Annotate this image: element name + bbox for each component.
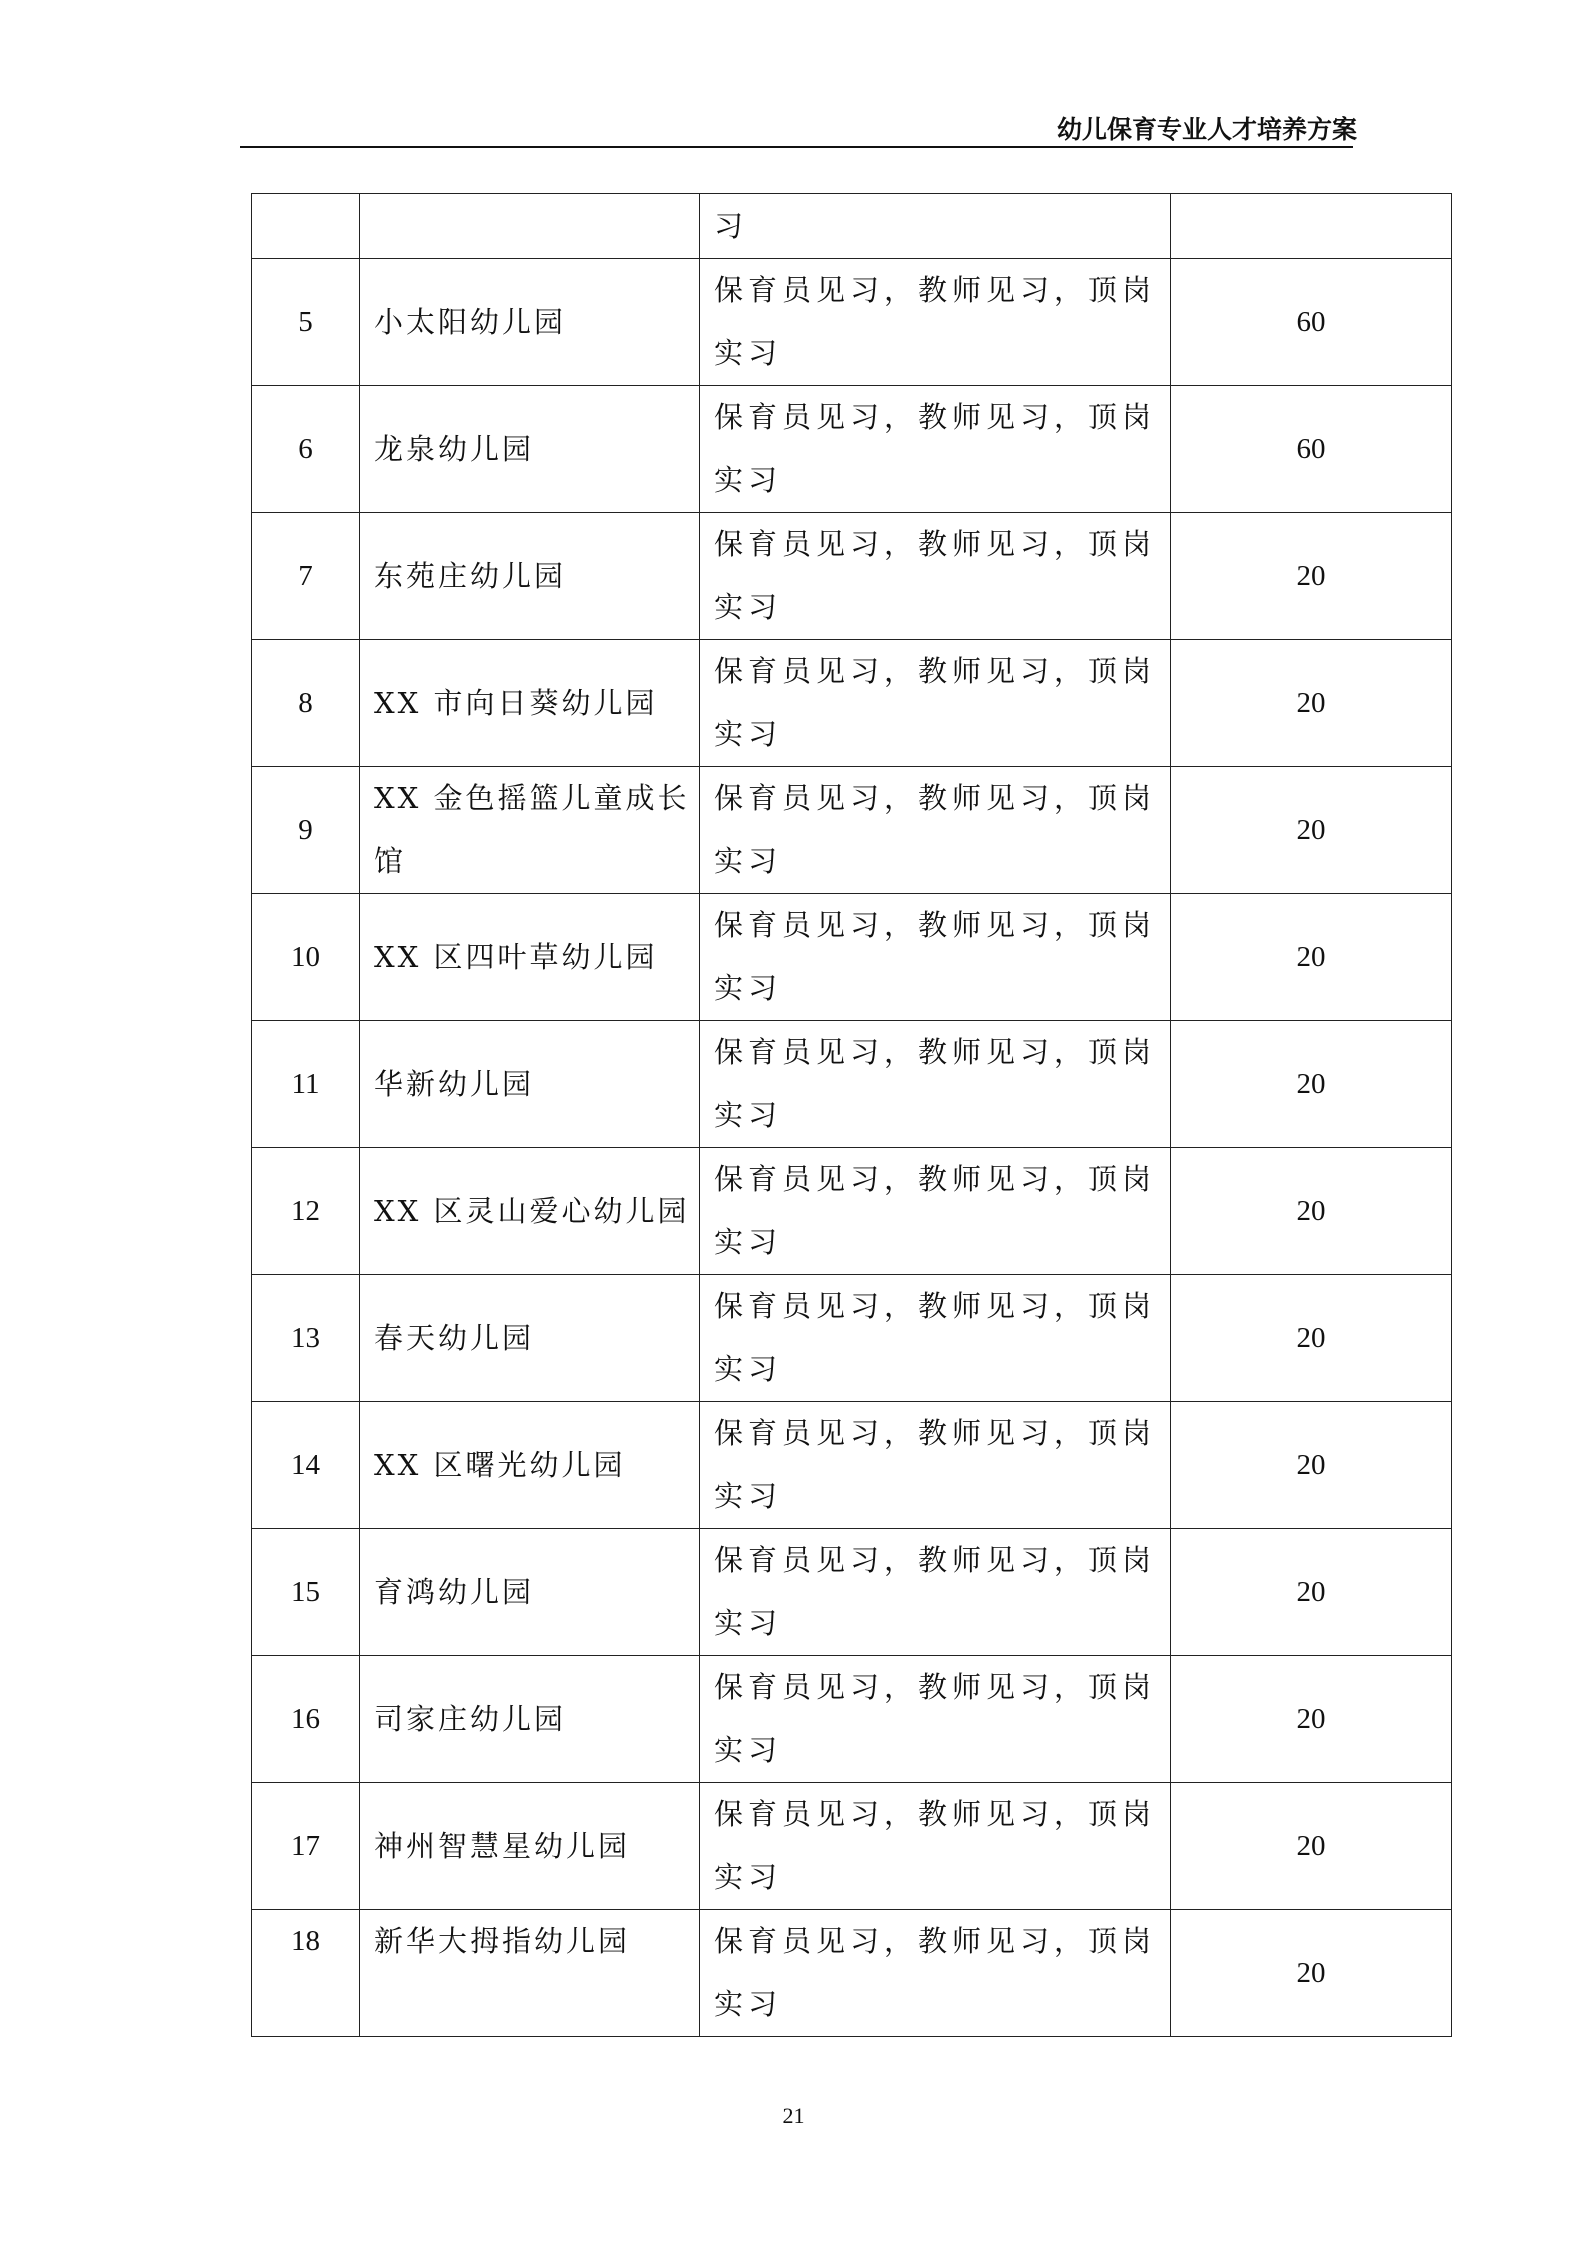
cell-type: 保育员见习，教师见习，顶岗实习 — [700, 640, 1171, 767]
cell-type: 保育员见习，教师见习，顶岗实习 — [700, 1783, 1171, 1910]
cell-name: XX 金色摇篮儿童成长馆 — [360, 767, 700, 894]
table-row — [252, 1148, 1452, 1275]
cell-no: 16 — [252, 1656, 360, 1783]
cell-no: 8 — [252, 640, 360, 767]
cell-no: 5 — [252, 259, 360, 386]
header-rule — [240, 146, 1353, 148]
cell-count — [1171, 194, 1452, 259]
table-row — [252, 386, 1452, 513]
cell-no: 14 — [252, 1402, 360, 1529]
cell-no: 9 — [252, 767, 360, 894]
cell-count: 20 — [1171, 1275, 1452, 1402]
cell-name: 华新幼儿园 — [360, 1021, 700, 1148]
cell-count: 20 — [1171, 1021, 1452, 1148]
table-row — [252, 1529, 1452, 1656]
table-row — [252, 1783, 1452, 1910]
table-row — [252, 1402, 1452, 1529]
document-header-title: 幼儿保育专业人才培养方案 — [1056, 115, 1357, 144]
cell-type: 保育员见习，教师见习，顶岗实习 — [700, 1275, 1171, 1402]
table-row — [252, 894, 1452, 1021]
cell-no: 15 — [252, 1529, 360, 1656]
cell-count: 20 — [1171, 1529, 1452, 1656]
cell-count: 20 — [1171, 1148, 1452, 1275]
table-row-continued — [252, 194, 1452, 259]
cell-name: 小太阳幼儿园 — [360, 259, 700, 386]
cell-no: 17 — [252, 1783, 360, 1910]
cell-type: 保育员见习，教师见习，顶岗实习 — [700, 1910, 1171, 2037]
cell-count: 20 — [1171, 894, 1452, 1021]
cell-name: 司家庄幼儿园 — [360, 1656, 700, 1783]
cell-type: 保育员见习，教师见习，顶岗实习 — [700, 386, 1171, 513]
cell-type: 保育员见习，教师见习，顶岗实习 — [700, 767, 1171, 894]
cell-name: XX 区曙光幼儿园 — [360, 1402, 700, 1529]
cell-name: 东苑庄幼儿园 — [360, 513, 700, 640]
cell-no: 18 — [252, 1910, 360, 2037]
cell-type: 保育员见习，教师见习，顶岗实习 — [700, 513, 1171, 640]
table-row — [252, 1910, 1452, 2037]
table-row — [252, 1021, 1452, 1148]
cell-type: 保育员见习，教师见习，顶岗实习 — [700, 1402, 1171, 1529]
table-row — [252, 1656, 1452, 1783]
cell-count: 60 — [1171, 259, 1452, 386]
cell-count: 20 — [1171, 767, 1452, 894]
cell-no: 7 — [252, 513, 360, 640]
cell-type: 习 — [700, 194, 1171, 259]
table-row — [252, 767, 1452, 894]
cell-count: 20 — [1171, 1656, 1452, 1783]
page-number: 21 — [782, 2103, 805, 2128]
cell-name: 春天幼儿园 — [360, 1275, 700, 1402]
cell-no — [252, 194, 360, 259]
table-row — [252, 640, 1452, 767]
cell-type: 保育员见习，教师见习，顶岗实习 — [700, 894, 1171, 1021]
cell-no: 12 — [252, 1148, 360, 1275]
cell-name: 育鸿幼儿园 — [360, 1529, 700, 1656]
cell-no: 13 — [252, 1275, 360, 1402]
cell-type: 保育员见习，教师见习，顶岗实习 — [700, 1656, 1171, 1783]
cell-no: 11 — [252, 1021, 360, 1148]
practice-sites-table — [251, 193, 1452, 2037]
cell-type: 保育员见习，教师见习，顶岗实习 — [700, 1148, 1171, 1275]
cell-name: XX 区四叶草幼儿园 — [360, 894, 700, 1021]
table-row — [252, 1275, 1452, 1402]
cell-count: 20 — [1171, 640, 1452, 767]
cell-no: 10 — [252, 894, 360, 1021]
table-row — [252, 259, 1452, 386]
cell-type: 保育员见习，教师见习，顶岗实习 — [700, 1021, 1171, 1148]
cell-no: 6 — [252, 386, 360, 513]
cell-name — [360, 194, 700, 259]
cell-type: 保育员见习，教师见习，顶岗实习 — [700, 1529, 1171, 1656]
table-row — [252, 513, 1452, 640]
cell-type: 保育员见习，教师见习，顶岗实习 — [700, 259, 1171, 386]
cell-name: 龙泉幼儿园 — [360, 386, 700, 513]
cell-count: 20 — [1171, 513, 1452, 640]
cell-count: 20 — [1171, 1783, 1452, 1910]
cell-count: 60 — [1171, 386, 1452, 513]
cell-name: XX 区灵山爱心幼儿园 — [360, 1148, 700, 1275]
cell-name: 新华大拇指幼儿园 — [360, 1910, 700, 2037]
cell-name: XX 市向日葵幼儿园 — [360, 640, 700, 767]
cell-count: 20 — [1171, 1910, 1452, 2037]
cell-name: 神州智慧星幼儿园 — [360, 1783, 700, 1910]
cell-count: 20 — [1171, 1402, 1452, 1529]
